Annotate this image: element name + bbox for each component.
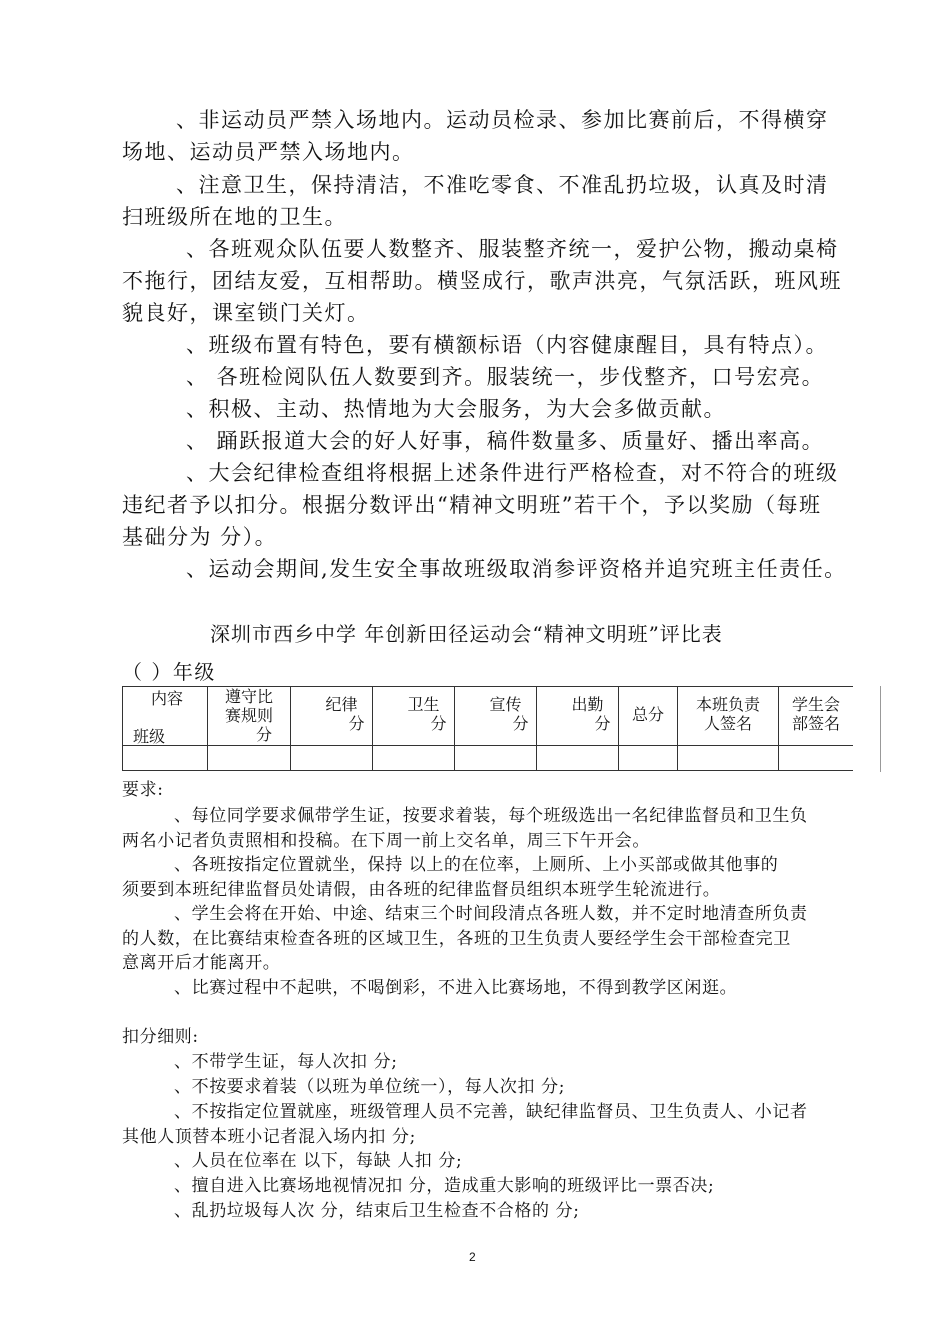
req-1-line-2: 两名小记者负责照相和投稿。在下周一前上交名单，周三下午开会。	[122, 831, 650, 851]
req-3-line-2: 的人数，在比赛结束检查各班的区域卫生，各班的卫生负责人要经学生会干部检查完卫	[122, 929, 791, 949]
req-4-line-1: 、比赛过程中不起哄，不喝倒彩，不进入比赛场地，不得到教学区闲逛。	[174, 978, 738, 998]
table-cell[interactable]	[291, 746, 373, 771]
column-header-discipline: 纪律 分	[291, 687, 373, 746]
rule-2-line-2: 扫班级所在地的卫生。	[122, 205, 347, 229]
column-header-attendance: 出勤 分	[537, 687, 619, 746]
ded-3-line-1: 、不按指定位置就座，班级管理人员不完善，缺纪律监督员、卫生负责人、小记者	[174, 1102, 808, 1122]
req-1-line-1: 、每位同学要求佩带学生证，按要求着装，每个班级选出一名纪律监督员和卫生负	[174, 806, 808, 826]
corner-label-content: 内容	[151, 689, 184, 708]
table-header-row	[123, 687, 854, 746]
corner-cell	[123, 687, 208, 746]
rule-2-line-1: 、注意卫生，保持清洁，不准吃零食、不准乱扔垃圾，认真及时清	[176, 173, 829, 197]
table-cell[interactable]	[537, 746, 619, 771]
column-header-rules: 遵守比 赛规则 分	[208, 687, 291, 746]
table-cell[interactable]	[208, 746, 291, 771]
ded-6-line-1: 、乱扔垃圾每人次 分，结束后卫生检查不合格的 分;	[174, 1201, 580, 1221]
column-header-publicity: 宣传 分	[455, 687, 537, 746]
rule-1-line-1: 、非运动员严禁入场地内。运动员检录、参加比赛前后，不得横穿	[176, 108, 829, 132]
req-2-line-1: 、各班按指定位置就坐，保持 以上的在位率，上厕所、上小买部或做其他事的	[174, 855, 779, 875]
column-header-council-signature: 学生会 部签名	[779, 687, 854, 746]
table-edge-line	[880, 686, 881, 772]
rule-1-line-2: 场地、运动员严禁入场地内。	[122, 140, 415, 164]
table-cell[interactable]	[123, 746, 208, 771]
column-header-total: 总分	[619, 687, 678, 746]
ded-3-line-2: 其他人顶替本班小记者混入场内扣 分;	[122, 1127, 416, 1147]
ded-5-line-1: 、擅自进入比赛场地视情况扣 分，造成重大影响的班级评比一票否决;	[174, 1176, 715, 1196]
column-header-hygiene: 卫生 分	[373, 687, 455, 746]
corner-label-class: 班级	[133, 727, 166, 746]
rule-6-line-1: 、积极、主动、热情地为大会服务，为大会多做贡献。	[186, 397, 726, 421]
evaluation-table	[122, 686, 853, 771]
rule-8-line-1: 、大会纪律检查组将根据上述条件进行严格检查，对不符合的班级	[186, 461, 839, 485]
rule-3-line-3: 貌良好，课室锁门关灯。	[122, 301, 370, 325]
table-cell[interactable]	[455, 746, 537, 771]
rule-8-line-3: 基础分为 分）。	[122, 525, 278, 549]
table-cell[interactable]	[619, 746, 678, 771]
deductions-heading: 扣分细则:	[122, 1027, 199, 1047]
rule-3-line-2: 不拖行，团结友爱，互相帮助。横竖成行，歌声洪亮，气氛活跃，班风班	[122, 269, 842, 293]
rule-5-line-1: 、 各班检阅队伍人数要到齐。服装统一，步伐整齐，口号宏亮。	[186, 365, 825, 389]
ded-4-line-1: 、人员在位率在 以下，每缺 人扣 分;	[174, 1151, 463, 1171]
table-row	[123, 746, 854, 771]
rule-7-line-1: 、 踊跃报道大会的好人好事，稿件数量多、质量好、播出率高。	[186, 429, 825, 453]
requirements-heading: 要求:	[122, 780, 164, 800]
rule-9-line-1: 、运动会期间,发生安全事故班级取消参评资格并追究班主任责任。	[186, 557, 847, 581]
table-cell[interactable]	[779, 746, 854, 771]
rule-3-line-1: 、各班观众队伍要人数整齐、服装整齐统一，爱护公物，搬动桌椅	[186, 237, 839, 261]
page-number: 2	[469, 1250, 476, 1264]
req-3-line-3: 意离开后才能离开。	[122, 953, 281, 973]
rule-8-line-2: 违纪者予以扣分。根据分数评出“精神文明班”若干个，予以奖励（每班	[122, 493, 822, 517]
form-title: 深圳市西乡中学 年创新田径运动会“精神文明班”评比表	[210, 622, 723, 646]
rule-4-line-1: 、班级布置有特色，要有横额标语（内容健康醒目，具有特点）。	[186, 333, 828, 357]
column-header-class-signature: 本班负责 人签名	[678, 687, 779, 746]
table-cell[interactable]	[373, 746, 455, 771]
table-cell[interactable]	[678, 746, 779, 771]
req-2-line-2: 须要到本班纪律监督员处请假，由各班的纪律监督员组织本班学生轮流进行。	[122, 880, 721, 900]
grade-label: （ ）年级	[122, 660, 216, 684]
ded-2-line-1: 、不按要求着装（以班为单位统一），每人次扣 分;	[174, 1077, 566, 1097]
req-3-line-1: 、学生会将在开始、中途、结束三个时间段清点各班人数，并不定时地清查所负责	[174, 904, 808, 924]
ded-1-line-1: 、不带学生证，每人次扣 分;	[174, 1052, 398, 1072]
